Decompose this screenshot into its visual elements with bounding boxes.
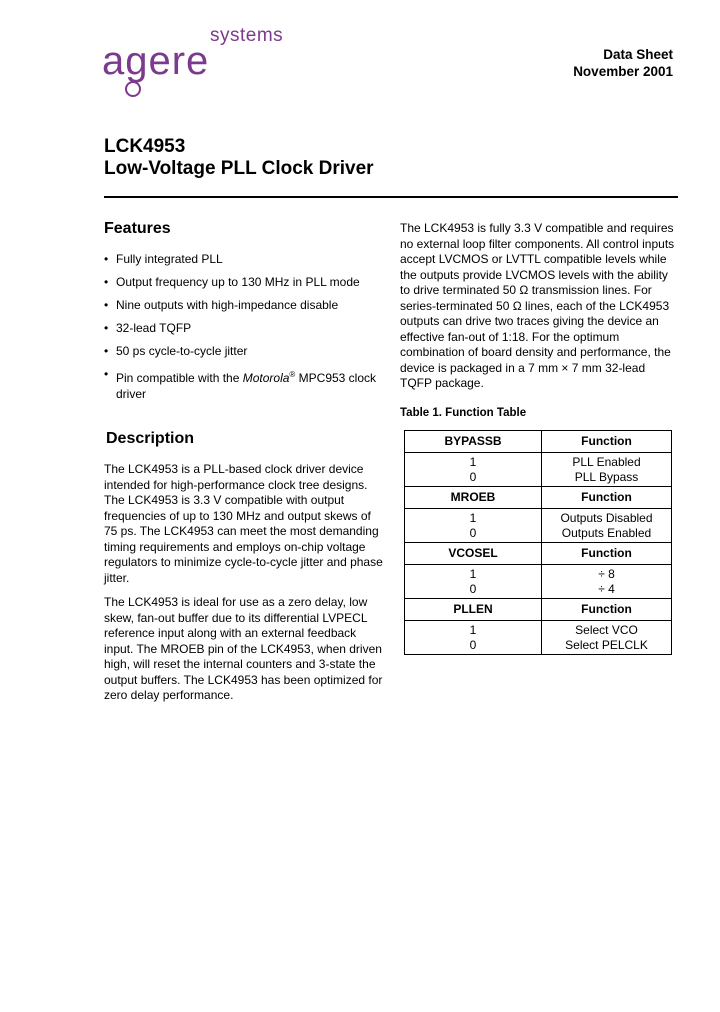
list-item — [104, 321, 384, 337]
part-number: LCK4953 — [104, 136, 186, 157]
function-table — [404, 430, 672, 655]
logo-ring-icon — [125, 81, 141, 97]
feature-text: 50 ps cycle-to-cycle jitter — [116, 344, 248, 358]
bullet-icon: • — [104, 321, 109, 335]
table-caption: Table 1. Function Table — [400, 406, 527, 419]
bullet-icon: • — [104, 344, 109, 358]
description-paragraph-1: The LCK4953 is a PLL-based clock driver device intended for high-performance clock tree designs. The LCK4953 is 3.3 V compatible with output frequencies of up to 130 MHz and output skews of 75 ps. The LCK4953 can meet the most demanding timing requirements and employs on-chip voltage regulators to minimize cycle-to-cycle jitter and phase jitter. — [104, 462, 383, 585]
table-header-row — [405, 542, 672, 564]
left-column — [104, 218, 384, 704]
list-item — [104, 275, 384, 291]
registered-mark: ® — [289, 370, 296, 379]
table-header-row — [405, 486, 672, 508]
function-header: Function — [542, 486, 672, 508]
function-values: PLL Enabled PLL Bypass — [542, 452, 672, 486]
table-header-row — [405, 430, 672, 452]
doc-date: November 2001 — [573, 64, 673, 79]
function-header: Function — [542, 542, 672, 564]
signal-values: 1 0 — [405, 452, 542, 486]
page-title — [104, 136, 374, 180]
brand-name: Motorola — [242, 371, 290, 385]
bullet-icon: • — [104, 298, 109, 312]
feature-text: Output frequency up to 130 MHz in PLL mode — [116, 275, 360, 289]
feature-text: Fully integrated PLL — [116, 252, 223, 266]
description-paragraph-2: The LCK4953 is ideal for use as a zero delay, low skew, fan-out buffer due to its differential LVPECL reference input along with an external feedback input. The MROEB pin of the LCK4953, when driven high, will reset the internal counters and 3-state the output buffers. The LCK4953 has been optimized for zero delay performance. — [104, 595, 383, 702]
bullet-icon: • — [104, 367, 109, 381]
right-paragraph: The LCK4953 is fully 3.3 V compatible and requires no external loop filter components. All control inputs accept LVCMOS or LVTTL compatible levels while the outputs provide LVCMOS levels with the ability to drive terminated 50 Ω transmission lines. For series-terminated 50 Ω lines, each of the LCK4953 outputs can drive two traces giving the device an effective fan-out of 1:18. For the optimum combination of board density and performance, the device is packaged in a 7 mm × 7 mm 32-lead TQFP package. — [400, 221, 675, 390]
feature-text: 32-lead TQFP — [116, 321, 192, 335]
logo-subword: systems — [210, 25, 284, 46]
feature-text-post: MPC953 clock driver — [116, 371, 377, 401]
signal-header: BYPASSB — [405, 430, 542, 452]
function-values: ÷ 8 ÷ 4 — [542, 564, 672, 598]
signal-header: VCOSEL — [405, 542, 542, 564]
bullet-icon: • — [104, 275, 109, 289]
product-name: Low-Voltage PLL Clock Driver — [104, 158, 374, 179]
list-item — [104, 344, 384, 360]
table-row — [405, 620, 672, 654]
right-column — [400, 221, 678, 655]
features-list — [104, 252, 384, 402]
features-heading: Features — [104, 220, 171, 237]
bullet-icon: • — [104, 252, 109, 266]
function-values: Select VCO Select PELCLK — [542, 620, 672, 654]
table-row — [405, 508, 672, 542]
feature-text-pre: Pin compatible with the — [116, 371, 243, 385]
function-header: Function — [542, 430, 672, 452]
signal-header: PLLEN — [405, 598, 542, 620]
signal-values: 1 0 — [405, 564, 542, 598]
signal-header: MROEB — [405, 486, 542, 508]
list-item — [104, 367, 384, 402]
logo-word: agere — [102, 39, 210, 83]
table-row — [405, 564, 672, 598]
signal-values: 1 0 — [405, 508, 542, 542]
signal-values: 1 0 — [405, 620, 542, 654]
feature-text: Nine outputs with high-impedance disable — [116, 298, 339, 312]
table-header-row — [405, 598, 672, 620]
list-item — [104, 252, 384, 268]
description-heading: Description — [106, 430, 195, 447]
function-values: Outputs Disabled Outputs Enabled — [542, 508, 672, 542]
list-item — [104, 298, 384, 314]
function-header: Function — [542, 598, 672, 620]
agere-logo — [100, 25, 290, 100]
document-type-block — [573, 46, 673, 80]
title-divider — [104, 196, 678, 198]
doc-type: Data Sheet — [603, 47, 673, 62]
table-row — [405, 452, 672, 486]
